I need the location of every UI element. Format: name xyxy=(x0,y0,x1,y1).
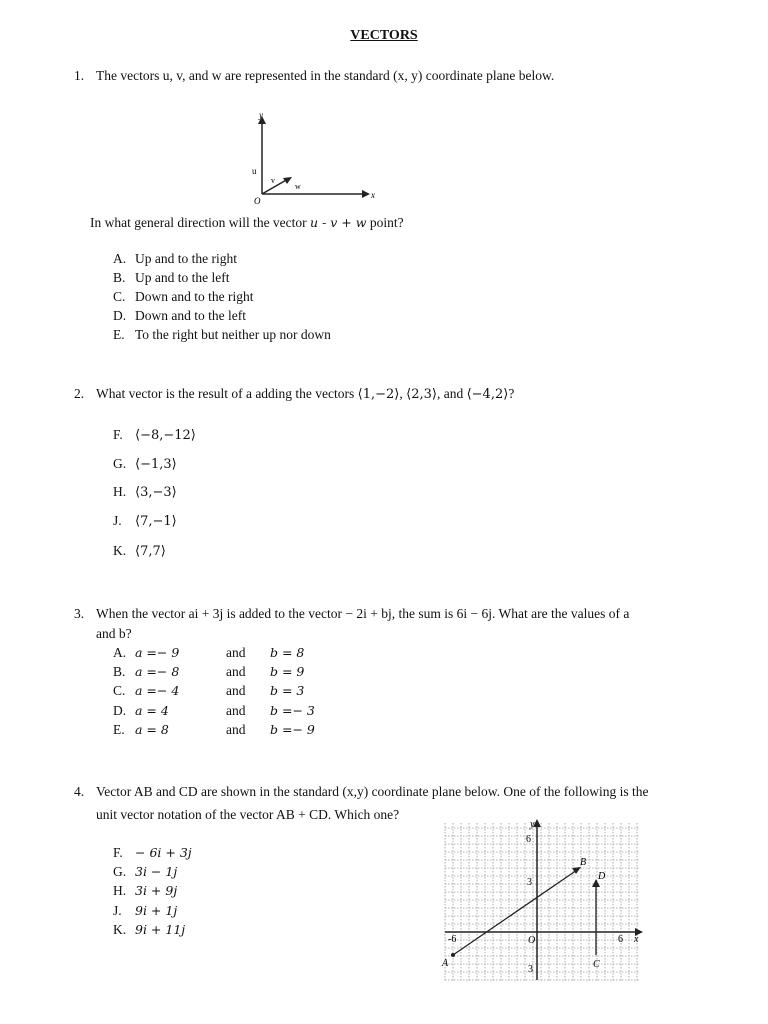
q4-option-f[interactable] xyxy=(113,845,192,861)
option-letter: F. xyxy=(113,427,123,442)
q3-option-e[interactable] xyxy=(113,722,333,738)
q4-coordinate-graph xyxy=(440,815,650,985)
q4-tick-neg3: 3 xyxy=(528,964,533,975)
q4-option-j[interactable] xyxy=(113,903,177,919)
q4-tick-6-top: 6 xyxy=(526,834,531,845)
q4-grid xyxy=(445,823,640,981)
q2-option-j[interactable] xyxy=(113,513,177,529)
q3-option-c[interactable] xyxy=(113,683,333,699)
option-letter: D. xyxy=(113,308,127,323)
option-a-value: a =− 4 xyxy=(135,683,180,698)
q4-label-d: D xyxy=(598,871,606,882)
q1-option-a[interactable] xyxy=(113,251,237,267)
option-letter: F. xyxy=(113,845,123,860)
option-letter: H. xyxy=(113,484,127,499)
option-letter: A. xyxy=(113,251,127,266)
q2-vector-2: ⟨2,3⟩ xyxy=(406,387,437,402)
option-text: 9i + 1j xyxy=(135,903,178,918)
q3-number: 3. xyxy=(74,606,85,621)
q4-line-1: Vector AB and CD are shown in the standard (x,y) coordinate plane below. One of the following is the xyxy=(96,784,649,799)
option-letter: B. xyxy=(113,270,126,285)
q4-label-b: B xyxy=(580,857,587,868)
q1-v-label: v xyxy=(271,176,275,185)
q4-label-c: C xyxy=(593,959,600,970)
q2-option-h[interactable] xyxy=(113,484,177,500)
option-text: Up and to the left xyxy=(135,270,230,285)
q2-vector-3: ⟨−4,2⟩ xyxy=(466,387,509,402)
q1-vector-figure xyxy=(240,108,380,208)
q3-option-b[interactable] xyxy=(113,664,333,680)
option-b-value: b = 8 xyxy=(270,645,305,660)
option-letter: C. xyxy=(113,289,126,304)
option-text: − 6i + 3j xyxy=(135,845,192,860)
page-title: VECTORS xyxy=(350,28,418,43)
q4-option-g[interactable] xyxy=(113,864,177,880)
q1-question-expr: u - v + w xyxy=(310,215,367,230)
option-text: ⟨3,−3⟩ xyxy=(135,485,177,500)
option-a-value: a =− 8 xyxy=(135,664,180,679)
option-a-value: a = 8 xyxy=(135,722,169,737)
q3-line-1: When the vector ai + 3j is added to the vector − 2i + bj, the sum is 6i − 6j. What are the values of a xyxy=(96,606,630,621)
q4-label-a: A xyxy=(442,958,449,969)
q1-option-e[interactable] xyxy=(113,327,331,343)
q1-question-suffix: point? xyxy=(366,215,404,230)
q1-number: 1. xyxy=(74,68,85,83)
q1-option-b[interactable] xyxy=(113,270,229,286)
option-text: ⟨−8,−12⟩ xyxy=(135,428,196,443)
q1-x-label: x xyxy=(371,190,375,200)
q4-number: 4. xyxy=(74,784,85,799)
q4-origin-label: O xyxy=(528,935,536,946)
option-letter: B. xyxy=(113,664,126,679)
option-letter: K. xyxy=(113,922,127,937)
q4-tick-3-top: 3 xyxy=(527,877,532,888)
option-and: and xyxy=(226,722,246,737)
option-letter: J. xyxy=(113,903,122,918)
q2-option-g[interactable] xyxy=(113,456,177,472)
option-and: and xyxy=(226,683,246,698)
q1-x-arrowhead xyxy=(362,190,370,198)
option-b-value: b =− 3 xyxy=(270,703,315,718)
q4-vector-ab xyxy=(453,870,577,955)
q1-vector-v xyxy=(262,179,288,194)
q4-option-k[interactable] xyxy=(113,922,185,938)
q2-sep-2: , and xyxy=(436,386,467,401)
q4-x-label: x xyxy=(634,934,639,945)
q4-option-h[interactable] xyxy=(113,883,177,899)
q4-tick-6-right: 6 xyxy=(618,934,623,945)
option-and: and xyxy=(226,645,246,660)
option-and: and xyxy=(226,703,246,718)
q1-option-c[interactable] xyxy=(113,289,253,305)
q1-question xyxy=(90,215,404,231)
option-letter: G. xyxy=(113,864,127,879)
q1-origin-label: O xyxy=(254,196,261,206)
option-a-value: a =− 9 xyxy=(135,645,180,660)
option-b-value: b = 9 xyxy=(270,664,305,679)
q3-line-2: and b? xyxy=(96,626,132,641)
option-b-value: b =− 9 xyxy=(270,722,315,737)
q1-w-label: w xyxy=(295,182,301,191)
option-letter: E. xyxy=(113,327,125,342)
q4-tick-neg6: -6 xyxy=(448,934,457,945)
option-letter: H. xyxy=(113,883,127,898)
q2-option-f[interactable] xyxy=(113,427,196,443)
q3-option-a[interactable] xyxy=(113,645,333,661)
option-text: Down and to the right xyxy=(135,289,254,304)
q2-option-k[interactable] xyxy=(113,543,166,559)
q2-text-prefix: What vector is the result of a adding the vectors xyxy=(96,386,358,401)
option-text: ⟨−1,3⟩ xyxy=(135,457,177,472)
q4-y-label: y xyxy=(530,819,535,830)
q2-text-suffix: ? xyxy=(508,386,515,401)
q3-option-d[interactable] xyxy=(113,703,333,719)
option-text: To the right but neither up nor down xyxy=(135,327,331,342)
option-b-value: b = 3 xyxy=(270,683,305,698)
option-letter: E. xyxy=(113,722,125,737)
q2-text xyxy=(96,386,514,402)
option-letter: D. xyxy=(113,703,127,718)
option-and: and xyxy=(226,664,246,679)
option-letter: G. xyxy=(113,456,127,471)
option-letter: J. xyxy=(113,513,122,528)
option-text: 9i + 11j xyxy=(135,922,186,937)
option-text: ⟨7,7⟩ xyxy=(135,544,166,559)
option-text: Down and to the left xyxy=(135,308,246,323)
option-text: 3i − 1j xyxy=(135,864,178,879)
option-text: ⟨7,−1⟩ xyxy=(135,514,177,529)
option-text: Up and to the right xyxy=(135,251,237,266)
q1-question-prefix: In what general direction will the vector xyxy=(90,215,311,230)
option-letter: C. xyxy=(113,683,126,698)
q2-sep-1: , xyxy=(399,386,407,401)
q2-vector-1: ⟨1,−2⟩ xyxy=(357,387,400,402)
q4-line-2: unit vector notation of the vector AB + CD. Which one? xyxy=(96,807,400,822)
option-letter: K. xyxy=(113,543,127,558)
option-a-value: a = 4 xyxy=(135,703,169,718)
q1-text: The vectors u, v, and w are represented in the standard (x, y) coordinate plane below. xyxy=(96,68,555,83)
q1-u-label: u xyxy=(252,166,257,176)
q4-point-a xyxy=(451,953,455,957)
q1-option-d[interactable] xyxy=(113,308,246,324)
q1-y-label: y xyxy=(259,110,263,120)
option-letter: A. xyxy=(113,645,127,660)
q2-number: 2. xyxy=(74,386,85,401)
option-text: 3i + 9j xyxy=(135,883,178,898)
